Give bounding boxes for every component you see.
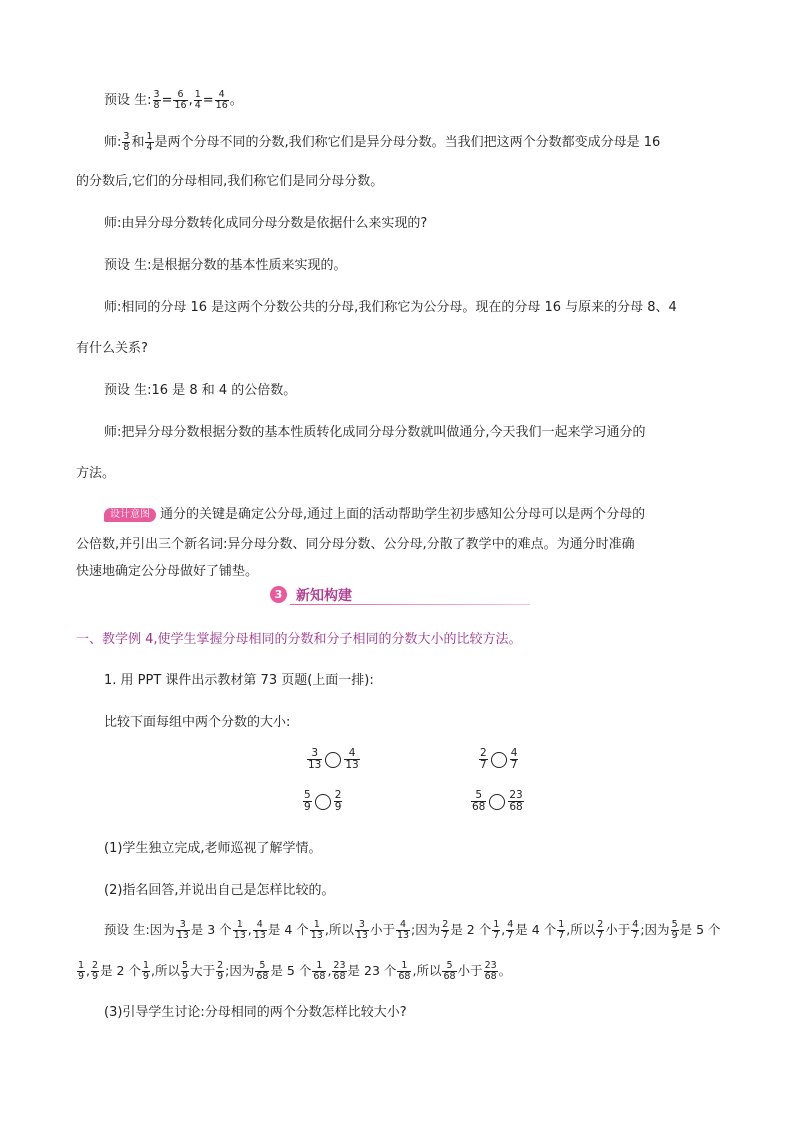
compare-pair-4: 5 68 23 68 [472, 789, 523, 813]
compare-circle[interactable] [325, 752, 341, 768]
compare-circle[interactable] [315, 794, 331, 810]
teacher-line-1: 师: $\frac{3}{8}$ 和 $\frac{1}{4}$ 是两个分母不同的分数,我们称它们是异分母分数。当我们把这两个分数都变成分母是 16 [104, 131, 661, 153]
design-intent: 设计意图 通分的关键是确定公分母,通过上面的活动帮助学生初步感知公分母可以是两个分母的 [104, 505, 645, 525]
design-intent-badge: 设计意图 [104, 508, 156, 522]
preset-answer-1: 预设 生: $\frac{3}{8}$ = $\frac{6}{16}$ , $\frac{1}{4}$ = $\frac{4}{16}$ 。 [104, 89, 243, 111]
preset-answer-4: 预设 生:因为 $\frac{3}{13}$ 是 3 个 $\frac{1}{13}$ , $\frac{4}{13}$ 是 4 个 $\frac{1}{13}$ ,所以 $\frac{3}{13}$ 小于 $\frac{4}{13}$ ;因为 $\frac{2}{7}$ 是 2 个 $\frac{1}{7}$ , $\frac{4}{7}$ 是 4 个 $\frac{1}{7}$ ,所以 $\frac{2}{7}$ 小于 $\frac{4}{7}$ ;因为 $\frac{5}{9}$ 是 5 个 [104, 919, 721, 941]
fraction: $\frac{3}{8}$ [153, 89, 160, 111]
fraction: $\frac{3}{8}$ [123, 131, 130, 153]
design-intent-cont-1: 公倍数,并引出三个新名词:异分母分数、同分母分数、公分母,分散了教学中的难点。为通分时准确 [76, 537, 635, 552]
compare-circle[interactable] [491, 752, 507, 768]
step-3: (3)引导学生讨论:分母相同的两个分数怎样比较大小? [104, 1005, 407, 1020]
design-intent-cont-2: 快速地确定公分母做好了铺垫。 [76, 564, 259, 579]
section-number-badge: 3 [270, 586, 287, 603]
step-1: (1)学生独立完成,老师巡视了解学情。 [104, 841, 322, 856]
step-2: (2)指名回答,并说出自己是怎样比较的。 [104, 883, 335, 898]
compare-circle[interactable] [489, 794, 505, 810]
teacher-line-3-cont: 方法。 [76, 466, 116, 481]
preset-answer-4-cont: $\frac{1}{9}$ , $\frac{2}{9}$ 是 2 个 $\frac{1}{9}$ ,所以 $\frac{5}{9}$ 大于 $\frac{2}{9}$ ;因为 $\frac{5}{68}$ 是 5 个 $\frac{1}{68}$ , $\frac{23}{68}$ 是 23 个 $\frac{1}{68}$ ,所以 $\frac{5}{68}$ 小于 $\frac{23}{68}$ 。 [78, 960, 512, 982]
section-divider [290, 604, 530, 605]
compare-intro: 比较下面每组中两个分数的大小: [104, 715, 291, 730]
fraction: $\frac{4}{16}$ [215, 89, 228, 111]
preset-answer-3: 预设 生:16 是 8 和 4 的公倍数。 [104, 383, 297, 398]
section-header [270, 584, 530, 606]
fraction: $\frac{1}{4}$ [194, 89, 201, 111]
preset-answer-2: 预设 生:是根据分数的基本性质来实现的。 [104, 258, 347, 273]
teacher-line-1-cont: 的分数后,它们的分母相同,我们称它们是同分母分数。 [76, 174, 384, 189]
section-title: 新知构建 [296, 588, 352, 604]
fraction: $\frac{1}{4}$ [146, 131, 153, 153]
compare-pair-1: 3 13 4 13 [308, 747, 359, 771]
teacher-question: 师:由异分母分数转化成同分母分数是依据什么来实现的? [104, 216, 428, 231]
compare-pair-2: 2 7 4 7 [480, 747, 518, 771]
teacher-line-2-cont: 有什么关系? [76, 341, 148, 356]
teacher-line-2: 师:相同的分母 16 是这两个分数公共的分母,我们称它为公分母。现在的分母 16 与原来的分母 8、4 [104, 300, 677, 315]
compare-pair-3: 5 9 2 9 [304, 789, 342, 813]
item-1: 1. 用 PPT 课件出示教材第 73 页题(上面一排): [104, 673, 374, 688]
fraction: $\frac{6}{16}$ [174, 89, 187, 111]
teacher-line-3: 师:把异分母分数根据分数的基本性质转化成同分母分数就叫做通分,今天我们一起来学习通分的 [104, 425, 646, 440]
teaching-heading: 一、教学例 4,使学生掌握分母相同的分数和分子相同的分数大小的比较方法。 [76, 632, 522, 647]
